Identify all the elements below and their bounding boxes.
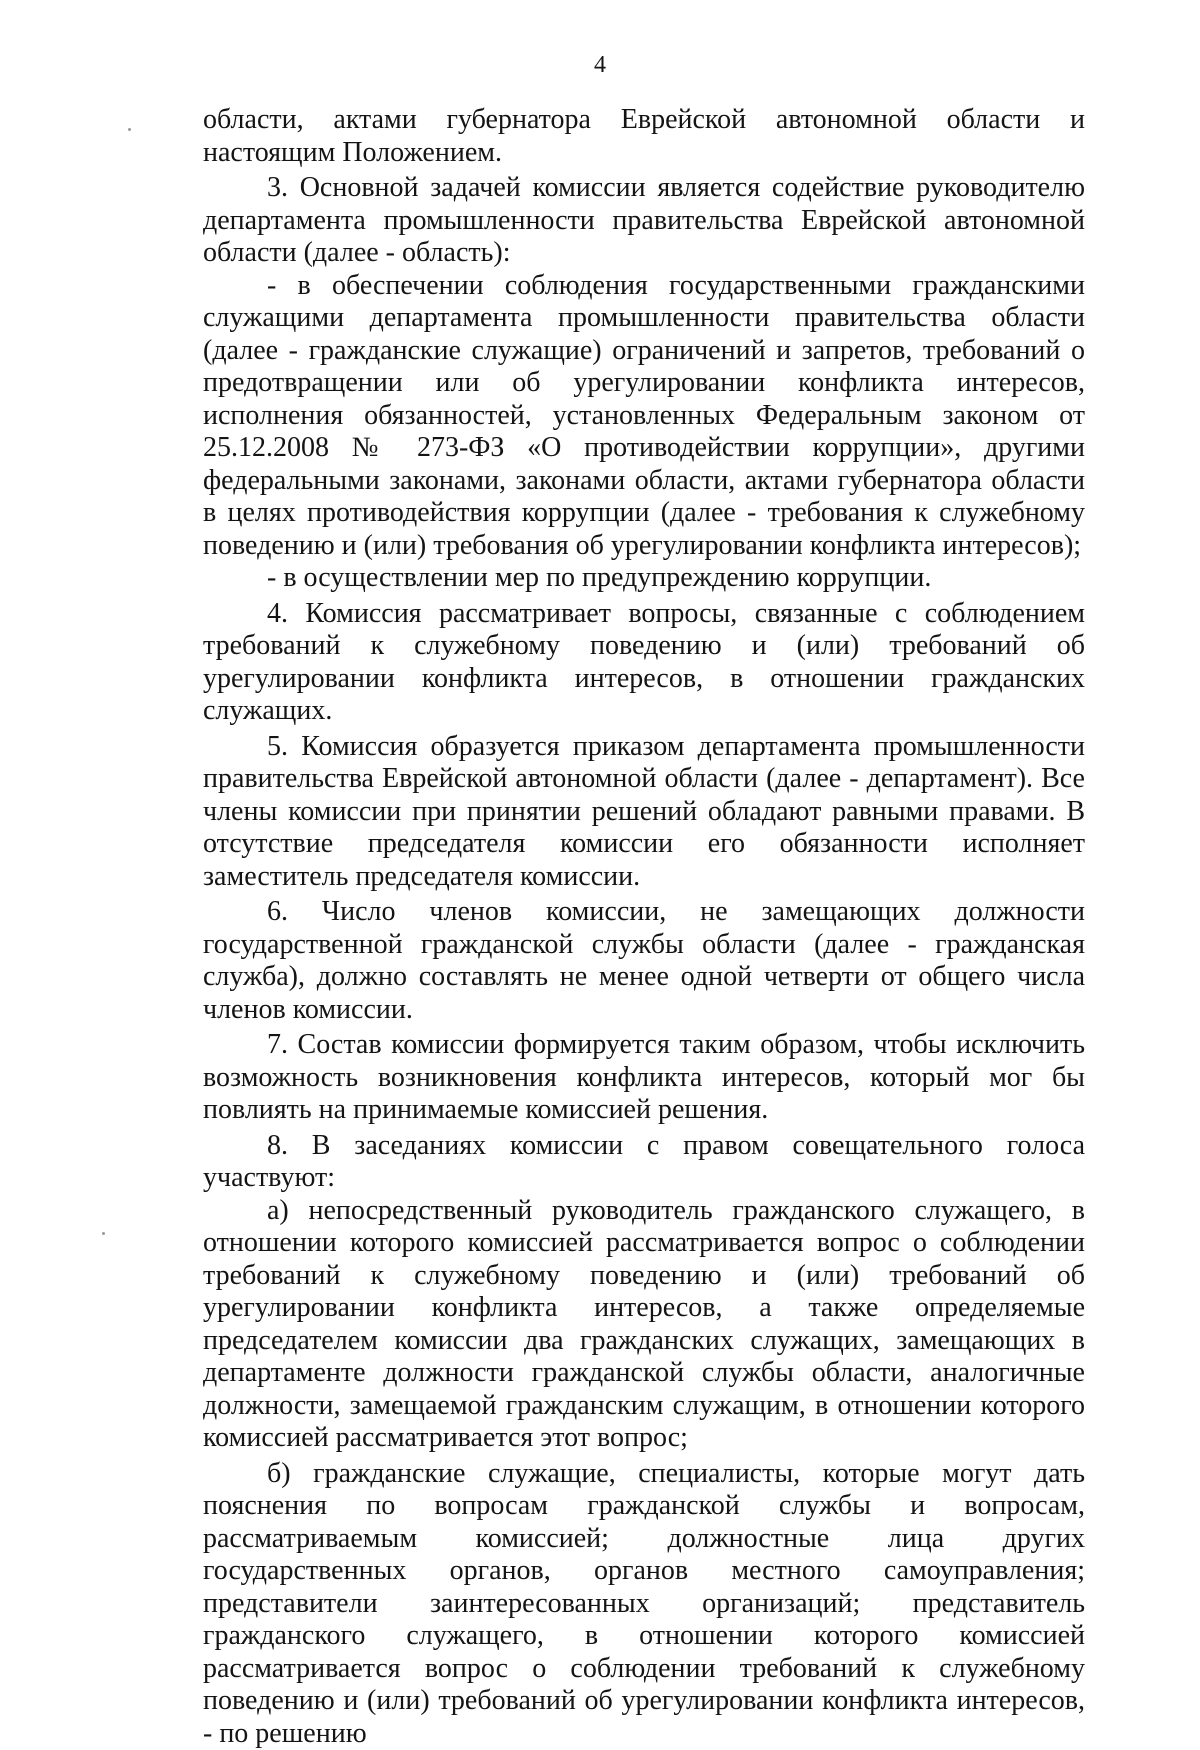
paragraph-item-3: 3. Основной задачей комиссии является содействие руководителю департамента промышленности правительства Еврейской автономной области (далее - область):	[203, 172, 1085, 270]
paragraph-item-8: 8. В заседаниях комиссии с правом совещательного голоса участвуют:	[203, 1130, 1085, 1195]
scan-speck	[102, 1232, 105, 1235]
document-body	[203, 104, 1085, 1750]
paragraph-item-4: 4. Комиссия рассматривает вопросы, связанные с соблюдением требований к служебному поведению и (или) требований об урегулировании конфликта интересов, в отношении гражданских служащих.	[203, 598, 1085, 728]
paragraph-item-7: 7. Состав комиссии формируется таким образом, чтобы исключить возможность возникновения конфликта интересов, который мог бы повлиять на принимаемые комиссией решения.	[203, 1029, 1085, 1127]
paragraph-item-8-b: б) гражданские служащие, специалисты, которые могут дать пояснения по вопросам гражданской службы и вопросам, рассматриваемым комиссией; должностные лица других государственных органов, органов местного самоуправления; представители заинтересованных организаций; представитель гражданского служащего, в отношении которого комиссией рассматривается вопрос о соблюдении требований к служебному поведению и (или) требований об урегулировании конфликта интересов, - по решению	[203, 1458, 1085, 1750]
scan-speck	[128, 128, 131, 131]
paragraph-continuation: области, актами губернатора Еврейской автономной области и настоящим Положением.	[203, 104, 1085, 169]
page-number: 4	[0, 50, 1200, 80]
paragraph-item-3-bullet-2: - в осуществлении мер по предупреждению коррупции.	[203, 562, 1085, 595]
paragraph-item-3-bullet-1: - в обеспечении соблюдения государственными гражданскими служащими департамента промышленности правительства области (далее - гражданские служащие) ограничений и запретов, требований о предотвращении или об урегулировании конфликта интересов, исполнения обязанностей, установленных Федеральным законом от 25.12.2008 № 273-ФЗ «О противодействии коррупции», другими федеральными законами, законами области, актами губернатора области в целях противодействия коррупции (далее - требования к служебному поведению и (или) требования об урегулировании конфликта интересов);	[203, 270, 1085, 563]
paragraph-item-8-a: а) непосредственный руководитель гражданского служащего, в отношении которого комиссией рассматривается вопрос о соблюдении требований к служебному поведению и (или) требований об урегулировании конфликта интересов, а также определяемые председателем комиссии два гражданских служащих, замещающих в департаменте должности гражданской службы области, аналогичные должности, замещаемой гражданским служащим, в отношении которого комиссией рассматривается этот вопрос;	[203, 1195, 1085, 1455]
paragraph-item-6: 6. Число членов комиссии, не замещающих должности государственной гражданской службы области (далее - гражданская служба), должно составлять не менее одной четверти от общего числа членов комиссии.	[203, 896, 1085, 1026]
paragraph-item-5: 5. Комиссия образуется приказом департамента промышленности правительства Еврейской автономной области (далее - департамент). Все члены комиссии при принятии решений обладают равными правами. В отсутствие председателя комиссии его обязанности исполняет заместитель председателя комиссии.	[203, 731, 1085, 894]
